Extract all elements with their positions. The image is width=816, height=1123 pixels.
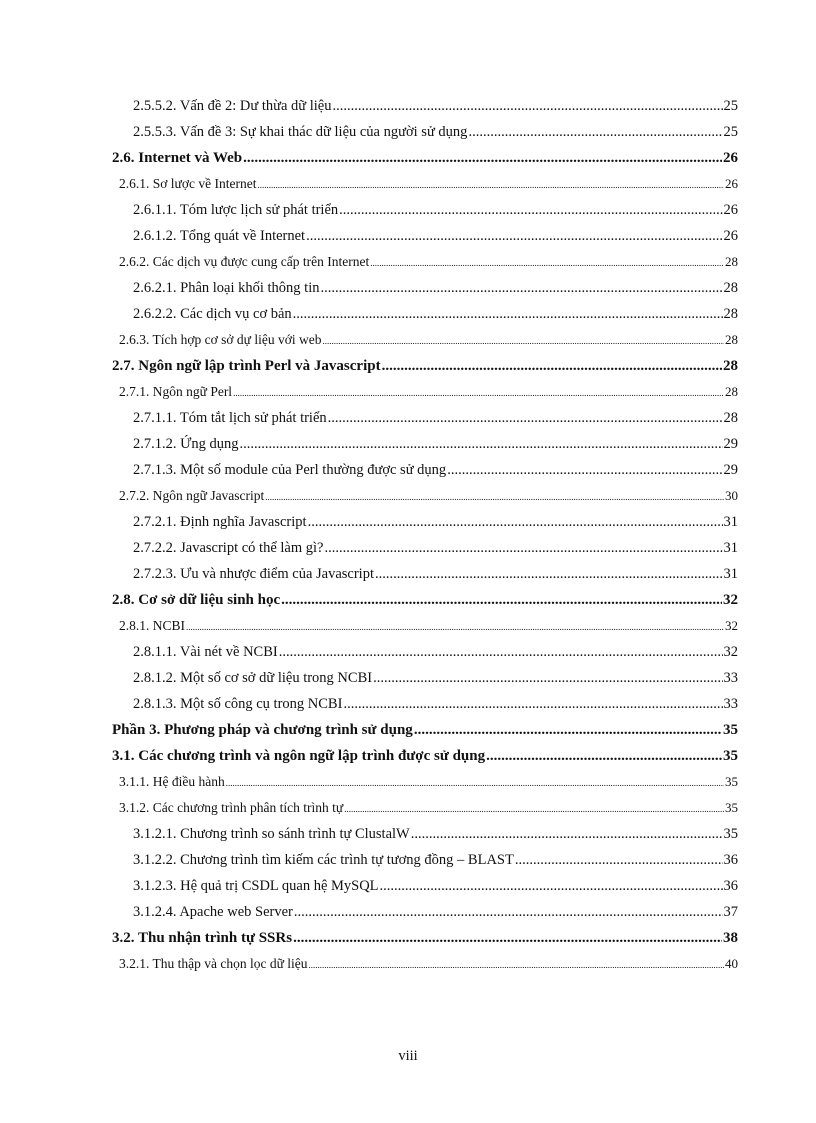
toc-entry-page: 37 bbox=[723, 904, 738, 920]
toc-entry-page: 28 bbox=[725, 332, 738, 347]
toc-entry-title: 2.6.2. Các dịch vụ được cung cấp trên Internet bbox=[119, 254, 370, 269]
dot-leader bbox=[281, 587, 722, 613]
toc-entry-page: 29 bbox=[723, 462, 738, 478]
toc-entry-title: 2.8.1.2. Một số cơ sở dữ liệu trong NCBI bbox=[133, 670, 373, 686]
toc-entry-title: 2.7.2.1. Định nghĩa Javascript bbox=[133, 514, 307, 530]
toc-entry-page: 26 bbox=[723, 228, 738, 244]
toc-entry-page: 35 bbox=[725, 774, 738, 789]
toc-entry-title: 3.1. Các chương trình và ngôn ngữ lập trình được sử dụng bbox=[112, 748, 486, 764]
dot-leader bbox=[265, 484, 724, 510]
toc-entry-page: 31 bbox=[723, 566, 738, 582]
toc-entry-page: 28 bbox=[723, 358, 738, 374]
toc-entry[interactable] bbox=[112, 405, 738, 431]
toc-entry-page: 31 bbox=[723, 514, 738, 530]
toc-entry-page: 36 bbox=[723, 878, 738, 894]
dot-leader bbox=[279, 639, 723, 665]
dot-leader bbox=[447, 457, 722, 483]
dot-leader bbox=[309, 952, 724, 978]
toc-entry-title: 2.7.2.2. Javascript có thể làm gì? bbox=[133, 540, 324, 556]
dot-leader bbox=[233, 380, 724, 406]
dot-leader bbox=[380, 873, 723, 899]
dot-leader bbox=[468, 119, 722, 145]
toc-entry[interactable] bbox=[112, 249, 738, 275]
toc-entry[interactable] bbox=[112, 145, 738, 171]
toc-entry[interactable] bbox=[112, 639, 738, 665]
toc-entry[interactable] bbox=[112, 509, 738, 535]
toc-entry-page: 32 bbox=[725, 618, 738, 633]
dot-leader bbox=[411, 821, 723, 847]
toc-entry-title: 2.7. Ngôn ngữ lập trình Perl và Javascript bbox=[112, 358, 381, 374]
toc-entry[interactable] bbox=[112, 847, 738, 873]
toc-entry-page: 25 bbox=[723, 98, 738, 114]
toc-entry-page: 38 bbox=[723, 930, 738, 946]
dot-leader bbox=[322, 328, 724, 354]
toc-entry-page: 40 bbox=[725, 956, 738, 971]
toc-entry-page: 28 bbox=[723, 410, 738, 426]
toc-entry-title: 2.6.2.2. Các dịch vụ cơ bản bbox=[133, 306, 292, 322]
toc-entry-page: 33 bbox=[723, 696, 738, 712]
toc-entry[interactable] bbox=[112, 93, 738, 119]
dot-leader bbox=[328, 405, 723, 431]
toc-entry-page: 32 bbox=[723, 644, 738, 660]
toc-entry-title: 2.7.1.3. Một số module của Perl thường được sử dụng bbox=[133, 462, 447, 478]
toc-entry[interactable] bbox=[112, 327, 738, 353]
toc-entry[interactable] bbox=[112, 301, 738, 327]
page-number: viii bbox=[398, 1048, 418, 1064]
toc-entry[interactable] bbox=[112, 275, 738, 301]
toc-entry-page: 31 bbox=[723, 540, 738, 556]
toc-entry-title: 3.1.2.4. Apache web Server bbox=[133, 904, 293, 920]
dot-leader bbox=[373, 665, 722, 691]
dot-leader bbox=[257, 172, 724, 198]
toc-entry[interactable] bbox=[112, 951, 738, 977]
toc-entry-page: 28 bbox=[725, 254, 738, 269]
toc-entry-title: 3.1.2.2. Chương trình tìm kiếm các trình tự tương đồng – BLAST bbox=[133, 852, 514, 868]
toc-entry-title: 2.7.2.3. Ưu và nhược điểm của Javascript bbox=[133, 566, 374, 582]
toc-entry-title: 2.6.1. Sơ lược về Internet bbox=[119, 176, 257, 191]
dot-leader bbox=[226, 770, 724, 796]
toc-entry[interactable] bbox=[112, 743, 738, 769]
toc-entry[interactable] bbox=[112, 717, 738, 743]
toc-entry-title: 2.8.1.1. Vài nét về NCBI bbox=[133, 644, 278, 660]
toc-entry-title: 2.7.1. Ngôn ngữ Perl bbox=[119, 384, 233, 399]
toc-entry[interactable] bbox=[112, 535, 738, 561]
dot-leader bbox=[320, 275, 722, 301]
toc-entry[interactable] bbox=[112, 821, 738, 847]
toc-entry[interactable] bbox=[112, 119, 738, 145]
toc-entry-title: 3.2.1. Thu thập và chọn lọc dữ liệu bbox=[119, 956, 308, 971]
toc-entry-page: 33 bbox=[723, 670, 738, 686]
toc-entry-title: 2.8.1. NCBI bbox=[119, 618, 186, 633]
dot-leader bbox=[414, 717, 722, 743]
toc-entry-page: 35 bbox=[723, 748, 738, 764]
dot-leader bbox=[370, 250, 724, 276]
dot-leader bbox=[344, 796, 724, 822]
dot-leader bbox=[339, 197, 722, 223]
dot-leader bbox=[333, 93, 723, 119]
dot-leader bbox=[294, 899, 723, 925]
toc-entry[interactable] bbox=[112, 223, 738, 249]
toc-entry[interactable] bbox=[112, 613, 738, 639]
toc-entry-page: 26 bbox=[723, 202, 738, 218]
toc-entry-page: 35 bbox=[723, 722, 738, 738]
toc-entry[interactable] bbox=[112, 769, 738, 795]
toc-entry-title: 2.7.2. Ngôn ngữ Javascript bbox=[119, 488, 265, 503]
toc-entry[interactable] bbox=[112, 899, 738, 925]
toc-entry-title: 2.5.5.2. Vấn đề 2: Dư thừa dữ liệu bbox=[133, 98, 332, 114]
dot-leader bbox=[293, 925, 722, 951]
toc-entry-page: 35 bbox=[723, 826, 738, 842]
table-of-contents bbox=[112, 93, 738, 977]
dot-leader bbox=[382, 353, 722, 379]
dot-leader bbox=[306, 223, 722, 249]
toc-entry[interactable] bbox=[112, 457, 738, 483]
toc-entry-title: 2.8.1.3. Một số công cụ trong NCBI bbox=[133, 696, 343, 712]
toc-entry-page: 26 bbox=[725, 176, 738, 191]
toc-entry-title: 2.7.1.1. Tóm tắt lịch sử phát triển bbox=[133, 410, 327, 426]
toc-entry-title: 3.1.1. Hệ điều hành bbox=[119, 774, 225, 789]
toc-entry-title: 3.1.2. Các chương trình phân tích trình tự bbox=[119, 800, 344, 815]
toc-entry-page: 28 bbox=[725, 384, 738, 399]
toc-entry[interactable] bbox=[112, 925, 738, 951]
toc-entry-title: 2.6.2.1. Phân loại khối thông tin bbox=[133, 280, 320, 296]
dot-leader bbox=[243, 145, 722, 171]
toc-entry-title: 2.6.3. Tích hợp cơ sở dự liệu với web bbox=[119, 332, 322, 347]
dot-leader bbox=[343, 691, 722, 717]
toc-entry[interactable] bbox=[112, 691, 738, 717]
toc-entry[interactable] bbox=[112, 873, 738, 899]
toc-entry[interactable] bbox=[112, 197, 738, 223]
toc-entry-page: 30 bbox=[725, 488, 738, 503]
toc-entry-title: 2.6.1.2. Tổng quát về Internet bbox=[133, 228, 306, 244]
dot-leader bbox=[324, 535, 722, 561]
dot-leader bbox=[515, 847, 723, 873]
toc-entry-title: 3.1.2.1. Chương trình so sánh trình tự ClustalW bbox=[133, 826, 410, 842]
toc-entry[interactable] bbox=[112, 665, 738, 691]
toc-entry[interactable] bbox=[112, 561, 738, 587]
toc-entry-page: 26 bbox=[723, 150, 738, 166]
toc-entry[interactable] bbox=[112, 431, 738, 457]
toc-entry-page: 35 bbox=[725, 800, 738, 815]
toc-entry[interactable] bbox=[112, 587, 738, 613]
dot-leader bbox=[308, 509, 723, 535]
toc-entry[interactable] bbox=[112, 379, 738, 405]
dot-leader bbox=[293, 301, 723, 327]
toc-entry[interactable] bbox=[112, 483, 738, 509]
toc-entry[interactable] bbox=[112, 171, 738, 197]
toc-entry-page: 25 bbox=[723, 124, 738, 140]
toc-entry-title: 2.7.1.2. Ứng dụng bbox=[133, 436, 239, 452]
toc-entry[interactable] bbox=[112, 795, 738, 821]
dot-leader bbox=[240, 431, 723, 457]
toc-entry-title: 2.6.1.1. Tóm lược lịch sử phát triển bbox=[133, 202, 339, 218]
toc-entry-title: 3.1.2.3. Hệ quả trị CSDL quan hệ MySQL bbox=[133, 878, 379, 894]
toc-entry-page: 28 bbox=[723, 280, 738, 296]
toc-entry-page: 28 bbox=[723, 306, 738, 322]
toc-entry-title: 2.6. Internet và Web bbox=[112, 150, 243, 166]
toc-entry-title: 2.8. Cơ sở dữ liệu sinh học bbox=[112, 592, 281, 608]
dot-leader bbox=[186, 614, 724, 640]
toc-entry-title: 3.2. Thu nhận trình tự SSRs bbox=[112, 930, 293, 946]
toc-entry[interactable] bbox=[112, 353, 738, 379]
toc-entry-page: 32 bbox=[723, 592, 738, 608]
toc-entry-title: Phần 3. Phương pháp và chương trình sử dụng bbox=[112, 722, 413, 738]
toc-entry-title: 2.5.5.3. Vấn đề 3: Sự khai thác dữ liệu của người sử dụng bbox=[133, 124, 468, 140]
dot-leader bbox=[486, 743, 722, 769]
toc-entry-page: 36 bbox=[723, 852, 738, 868]
dot-leader bbox=[375, 561, 723, 587]
toc-entry-page: 29 bbox=[723, 436, 738, 452]
